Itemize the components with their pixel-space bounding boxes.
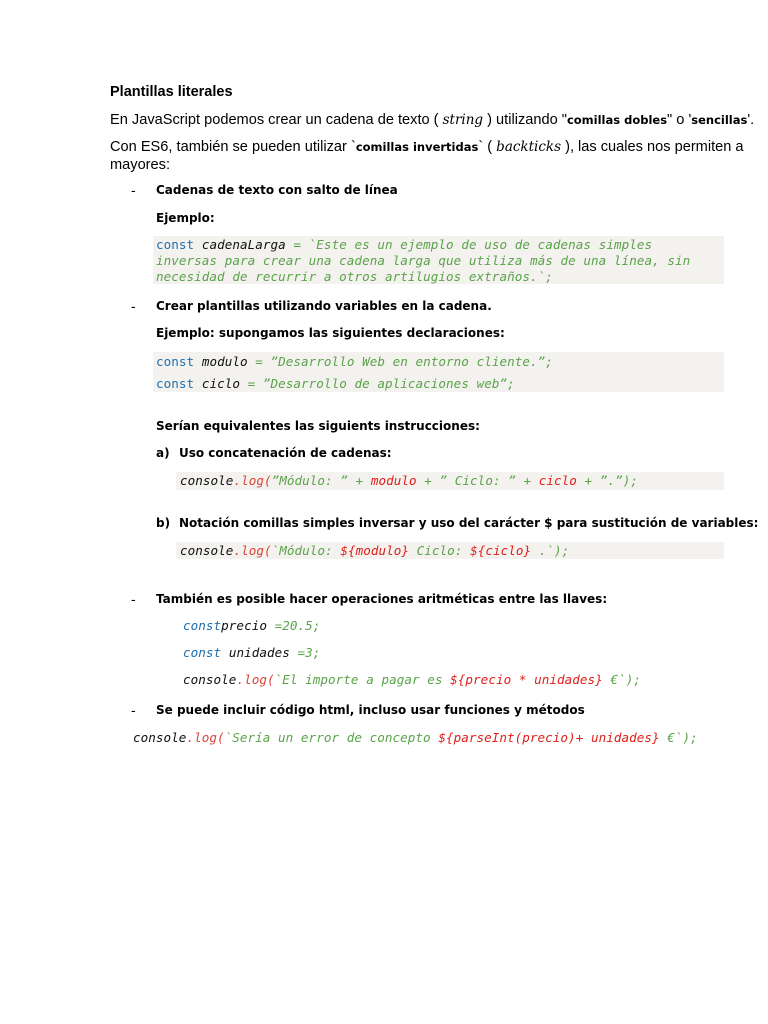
- code-identifier: ciclo: [201, 376, 240, 391]
- code-line: [180, 543, 569, 558]
- code-string: inversas para crear una cadena larga que utiliza más de una línea, sin: [156, 253, 691, 268]
- code-line: [133, 730, 698, 745]
- code-string: .`);: [531, 543, 570, 558]
- code-string: `Módulo:: [271, 543, 341, 558]
- code-string: €`);: [659, 730, 698, 745]
- bullet-dash: -: [131, 298, 136, 314]
- code-object: console: [133, 730, 187, 745]
- code-identifier: modulo: [201, 354, 248, 369]
- equivalent-instructions-label: Serían equivalentes las siguients instrucciones:: [156, 419, 480, 433]
- intro-paragraph-1: [110, 110, 754, 130]
- intro-paragraph-2: [110, 137, 744, 157]
- bullet-1-text: Cadenas de texto con salto de línea: [156, 183, 398, 197]
- code-string: €`);: [602, 672, 641, 687]
- code-string: `Sería un error de concepto: [224, 730, 439, 745]
- intro-text: ) utilizando ": [487, 112, 567, 128]
- code-line: [156, 376, 515, 391]
- code-function: .log(: [233, 473, 272, 488]
- code-string: + ”.”);: [576, 473, 638, 488]
- intro-text: ` (: [478, 139, 493, 155]
- intro-paragraph-2-line2: mayores:: [110, 157, 171, 173]
- code-line: [156, 237, 652, 252]
- code-variable: modulo: [370, 473, 417, 488]
- bullet-dash: -: [131, 702, 136, 718]
- code-keyword: const: [183, 645, 222, 660]
- code-string: =3;: [289, 645, 321, 660]
- item-b-text: Notación comillas simples inversar y uso del carácter $ para sustitución de variables:: [179, 516, 759, 530]
- code-keyword: const: [156, 376, 195, 391]
- code-function: .log(: [233, 543, 272, 558]
- bullet-dash: -: [131, 591, 136, 607]
- bullet-4-text: Se puede incluir código html, incluso usar funciones y métodos: [156, 703, 585, 717]
- code-variable: ${ciclo}: [470, 543, 532, 558]
- code-string: = ”Desarrollo Web en entorno cliente.”;: [247, 354, 553, 369]
- bullet-dash: -: [131, 182, 136, 198]
- code-string: + ” Ciclo: ” +: [416, 473, 539, 488]
- page-title: Plantillas literales: [110, 84, 233, 100]
- code-keyword: const: [156, 237, 195, 252]
- code-object: console: [180, 473, 234, 488]
- code-string: `Este es un ejemplo de uso de cadenas simples: [308, 237, 653, 252]
- code-identifier: cadenaLarga: [201, 237, 286, 252]
- intro-text: En JavaScript podemos crear un cadena de texto (: [110, 112, 439, 128]
- code-string: necesidad de recurrir a otros artilugios extraños.`;: [156, 269, 553, 284]
- intro-term-sencillas: sencillas: [691, 113, 748, 127]
- bullet-1-example-label: Ejemplo:: [156, 211, 215, 225]
- code-string: `El importe a pagar es: [274, 672, 451, 687]
- code-function: .log(: [186, 730, 225, 745]
- code-line: [183, 618, 320, 633]
- code-identifier: unidades: [228, 645, 290, 660]
- code-variable: ciclo: [538, 473, 577, 488]
- code-identifier: precio: [221, 618, 267, 633]
- code-object: console: [180, 543, 234, 558]
- intro-text: " o ': [667, 112, 692, 128]
- intro-term-invertidas: comillas invertidas: [355, 140, 479, 154]
- intro-text: Con ES6, también se pueden utilizar `: [110, 139, 356, 155]
- code-keyword: const: [183, 618, 222, 633]
- code-line: [156, 354, 553, 369]
- item-b-label: b): [156, 516, 171, 530]
- item-a-text: Uso concatenación de cadenas:: [179, 446, 392, 460]
- code-keyword: const: [156, 354, 195, 369]
- code-variable: ${parseInt(precio)+ unidades}: [438, 730, 660, 745]
- code-string: ”Módulo: ” +: [271, 473, 371, 488]
- intro-text: ), las cuales nos permiten a: [565, 139, 744, 155]
- code-line: [183, 672, 641, 687]
- bullet-2-example-label: Ejemplo: supongamos las siguientes declaraciones:: [156, 326, 505, 340]
- code-string: =20.5;: [266, 618, 321, 633]
- bullet-3-text: También es posible hacer operaciones aritméticas entre las llaves:: [156, 592, 608, 606]
- intro-term-backticks: backticks: [496, 139, 562, 155]
- code-operator: =: [285, 237, 309, 252]
- code-string: Ciclo:: [409, 543, 471, 558]
- code-function: .log(: [236, 672, 275, 687]
- intro-term-dobles: comillas dobles: [566, 113, 668, 127]
- code-string: = ”Desarrollo de aplicaciones web”;: [239, 376, 515, 391]
- intro-text: '.: [747, 112, 755, 128]
- code-object: console: [183, 672, 237, 687]
- intro-term-string: string: [442, 112, 484, 128]
- code-line: [183, 645, 320, 660]
- code-line: [180, 473, 638, 488]
- item-a-label: a): [156, 446, 170, 460]
- bullet-2-text: Crear plantillas utilizando variables en la cadena.: [156, 299, 492, 313]
- code-variable: ${precio * unidades}: [450, 672, 603, 687]
- code-variable: ${modulo}: [340, 543, 410, 558]
